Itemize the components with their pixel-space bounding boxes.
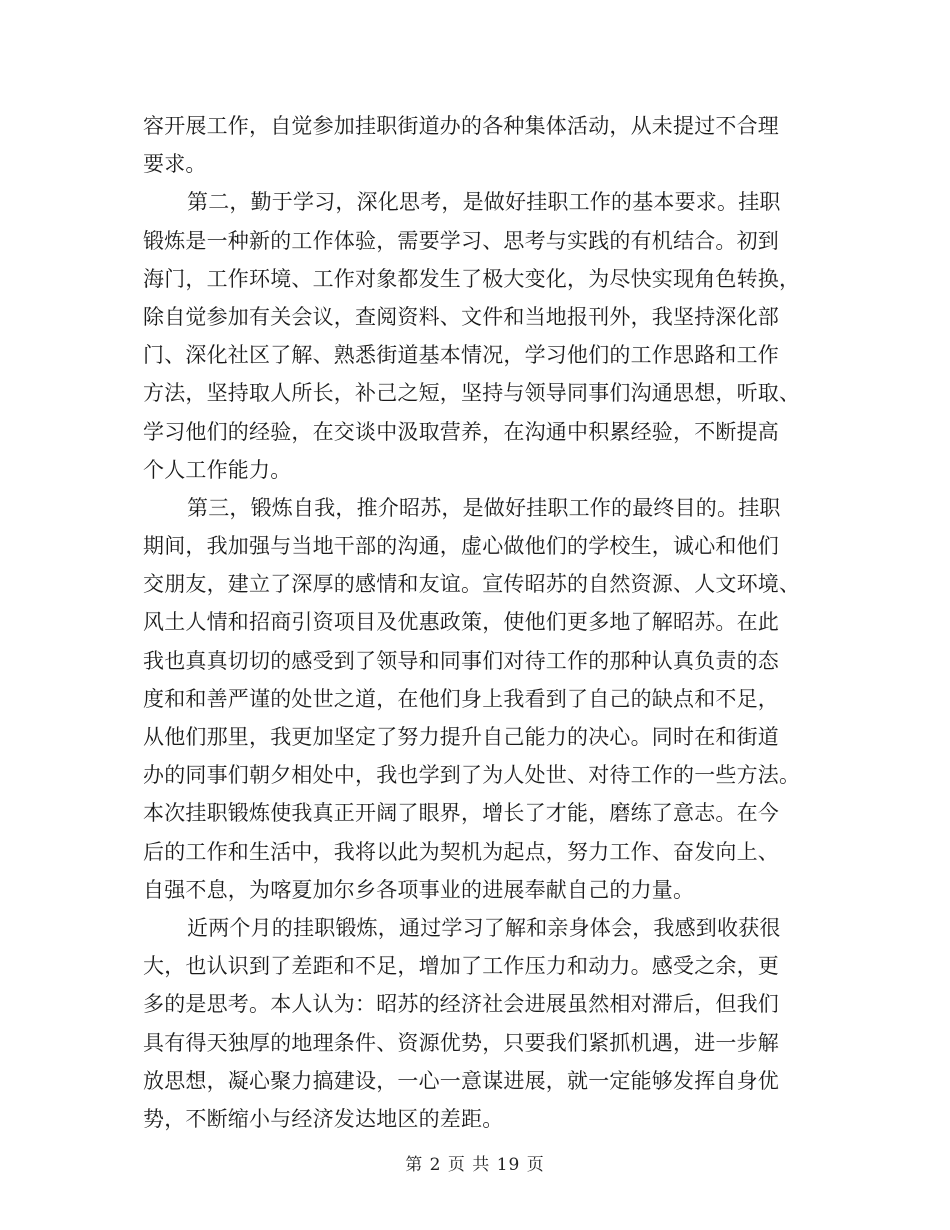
- text-line: 门、深化社区了解、熟悉街道基本情况，学习他们的工作思路和工作: [143, 343, 779, 368]
- text-line: 大，也认识到了差距和不足，增加了工作压力和动力。感受之余，更: [143, 954, 779, 979]
- text-line: 方法，坚持取人所长，补己之短，坚持与领导同事们沟通思想，听取、: [143, 381, 801, 406]
- text-line: 期间，我加强与当地干部的沟通，虚心做他们的学校生，诚心和他们: [143, 534, 779, 559]
- text-line: 自强不息，为喀夏加尔乡各项事业的进展奉献自己的力量。: [143, 877, 695, 902]
- text-line: 我也真真切切的感受到了领导和同事们对待工作的那种认真负责的态: [143, 648, 779, 673]
- text-line: 放思想，凝心聚力搞建设，一心一意谋进展，就一定能够发挥自身优: [143, 1068, 779, 1093]
- text-line: 锻炼是一种新的工作体验，需要学习、思考与实践的有机结合。初到: [143, 228, 779, 253]
- text-line: 办的同事们朝夕相处中，我也学到了为人处世、对待工作的一些方法。: [143, 763, 801, 788]
- text-line: 除自觉参加有关会议，查阅资料、文件和当地报刊外，我坚持深化部: [143, 304, 779, 329]
- text-line: 学习他们的经验，在交谈中汲取营养，在沟通中积累经验，不断提高: [143, 419, 779, 444]
- text-line: 后的工作和生活中，我将以此为契机为起点，努力工作、奋发向上、: [143, 839, 779, 864]
- text-line: 第三，锻炼自我，推介昭苏，是做好挂职工作的最终目的。挂职: [187, 495, 781, 520]
- text-line: 本次挂职锻炼使我真正开阔了眼界，增长了才能，磨练了意志。在今: [143, 801, 779, 826]
- text-line: 度和和善严谨的处世之道，在他们身上我看到了自己的缺点和不足，: [143, 686, 779, 711]
- text-line: 风土人情和招商引资项目及优惠政策，使他们更多地了解昭苏。在此: [143, 610, 779, 635]
- text-line: 多的是思考。本人认为：昭苏的经济社会进展虽然相对滞后，但我们: [143, 992, 779, 1017]
- text-line: 交朋友，建立了深厚的感情和友谊。宣传昭苏的自然资源、人文环境、: [143, 572, 801, 597]
- text-line: 第二，勤于学习，深化思考，是做好挂职工作的基本要求。挂职: [187, 190, 781, 215]
- text-line: 势，不断缩小与经济发达地区的差距。: [143, 1106, 504, 1131]
- text-line: 近两个月的挂职锻炼，通过学习了解和亲身体会，我感到收获很: [187, 915, 781, 940]
- page-number-footer: 第 2 页 共 19 页: [405, 1155, 545, 1175]
- text-line: 容开展工作，自觉参加挂职街道办的各种集体活动，从未提过不合理: [143, 114, 779, 138]
- text-line: 海门，工作环境、工作对象都发生了极大变化，为尽快实现角色转换，: [143, 266, 801, 291]
- text-line: 从他们那里，我更加坚定了努力提升自己能力的决心。同时在和街道: [143, 725, 779, 749]
- text-line: 具有得天独厚的地理条件、资源优势，只要我们紧抓机遇，进一步解: [143, 1030, 779, 1055]
- text-line: 要求。: [143, 152, 207, 177]
- text-line: 个人工作能力。: [143, 457, 292, 482]
- document-body: [143, 107, 813, 1138]
